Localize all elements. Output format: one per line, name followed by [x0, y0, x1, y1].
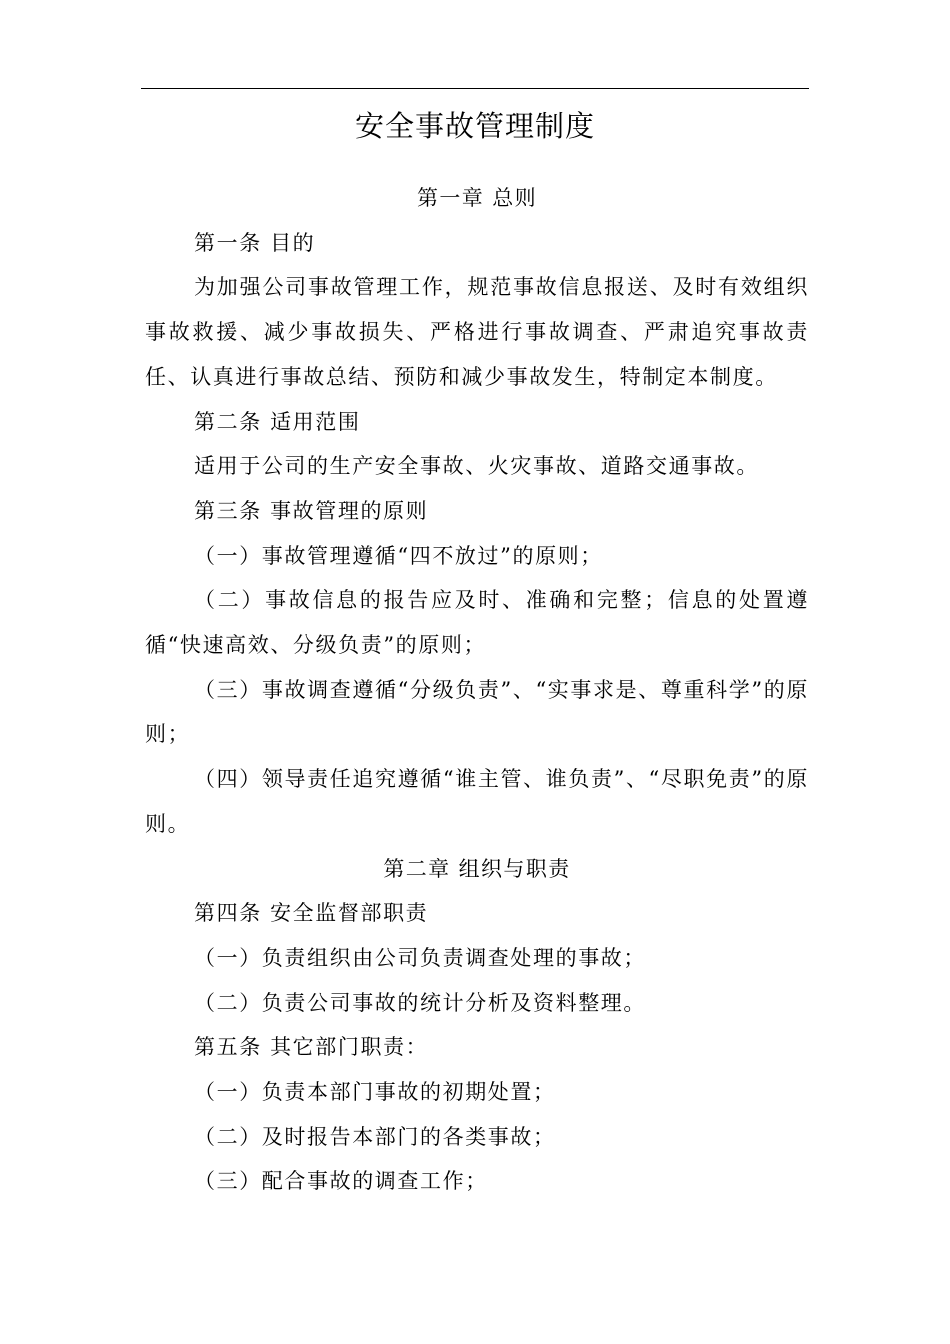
article-item: （二）负责公司事故的统计分析及资料整理。 [194, 990, 646, 1015]
article-item: （一）负责本部门事故的初期处置； [194, 1080, 556, 1105]
article-heading: 第二条 适用范围 [194, 409, 361, 434]
article-item: （二）事故信息的报告应及时、准确和完整；信息的处置遵循“快速高效、分级负责”的原则； [145, 588, 809, 658]
chapter-heading: 第一章 总则 [416, 186, 538, 210]
document-title: 安全事故管理制度 [354, 109, 595, 143]
header-rule [141, 88, 809, 89]
article-paragraph: 适用于公司的生产安全事故、火灾事故、道路交通事故。 [194, 454, 759, 479]
chapter-heading: 第二章 组织与职责 [383, 856, 571, 881]
article-heading: 第三条 事故管理的原则 [194, 498, 429, 523]
article-item: （四）领导责任追究遵循“谁主管、谁负责”、“尽职免责”的原则。 [145, 767, 809, 836]
article-item: （一）事故管理遵循“四不放过”的原则； [194, 543, 603, 568]
article-item: （二）及时报告本部门的各类事故； [194, 1124, 556, 1149]
article-item: （三）事故调查遵循“分级负责”、“实事求是、尊重科学”的原则； [145, 677, 809, 747]
article-paragraph: 为加强公司事故管理工作，规范事故信息报送、及时有效组织事故救援、减少事故损失、严格进行事故调查、严肃追究事故责任、认真进行事故总结、预防和减少事故发生，特制定本制度。 [145, 275, 809, 389]
article-heading: 第四条 安全监督部职责 [194, 901, 429, 926]
article-heading: 第一条 目的 [194, 230, 316, 255]
document-body [145, 176, 809, 1204]
article-item: （一）负责组织由公司负责调查处理的事故； [194, 945, 646, 970]
article-item: （三）配合事故的调查工作； [194, 1169, 488, 1194]
article-heading: 第五条 其它部门职责： [194, 1035, 429, 1060]
